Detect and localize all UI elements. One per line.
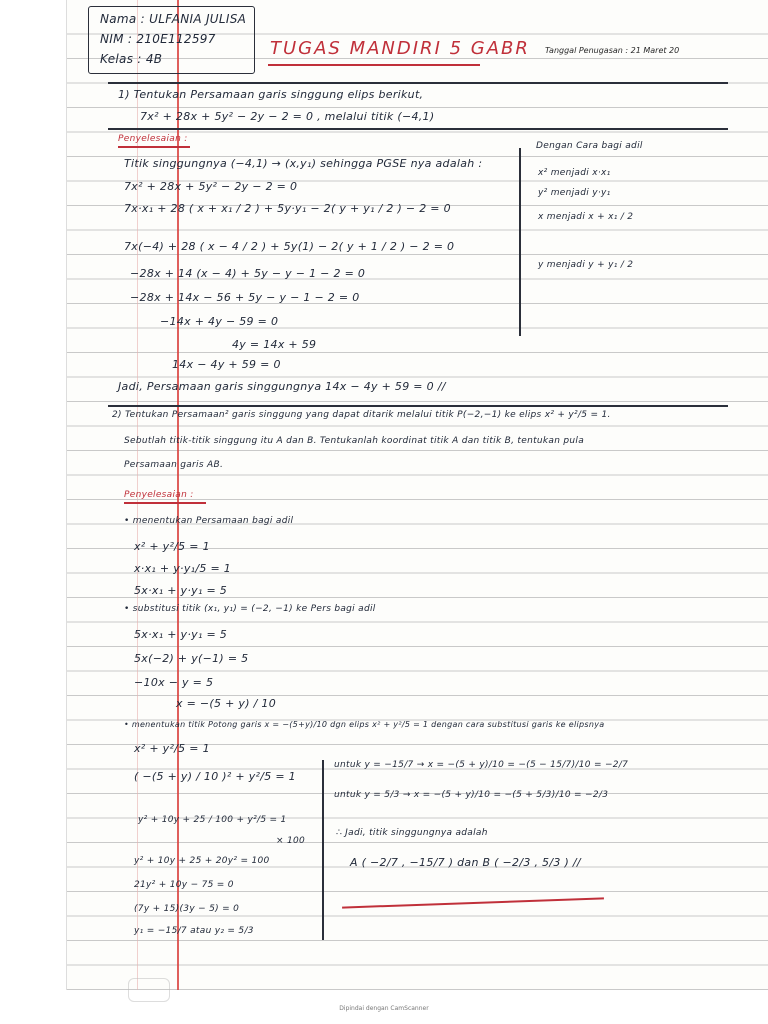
p2-step: 5x(−2) + y(−1) = 5	[134, 652, 249, 665]
p1-line: Titik singgungnya (−4,1) → (x,y₁) sehingga PGSE nya adalah :	[124, 157, 483, 170]
p2-right-work: A ( −2/7 , −15/7 ) dan B ( −2/3 , 5/3 ) //	[350, 856, 581, 869]
p1-line: 7x·x₁ + 28 ( x + x₁ / 2 ) + 5y·y₁ − 2( y + y₁ / 2 ) − 2 = 0	[124, 202, 451, 215]
p2-step: x = −(5 + y) / 10	[176, 697, 277, 710]
penyelesaian-underline	[124, 502, 206, 504]
side-note: y menjadi y + y₁ / 2	[538, 260, 634, 270]
assignment-date: Tanggal Penugasan : 21 Maret 20	[545, 46, 680, 55]
title-underline	[268, 64, 480, 66]
page-title: TUGAS MANDIRI 5 GABR	[270, 38, 530, 59]
p1-line: 7x(−4) + 28 ( x − 4 / 2 ) + 5y(1) − 2( y + 1 / 2 ) − 2 = 0	[124, 240, 455, 253]
p1-line: 7x² + 28x + 5y² − 2y − 2 = 0	[124, 180, 298, 193]
student-class: Kelas : 4B	[100, 52, 163, 66]
p1-conclusion: Jadi, Persamaan garis singgungnya 14x − 4y + 59 = 0 //	[118, 380, 446, 393]
p2-step: y² + 10y + 25 + 20y² = 100	[134, 856, 270, 866]
side-note: x menjadi x + x₁ / 2	[538, 212, 634, 222]
penyelesaian-underline	[118, 146, 190, 148]
divider	[108, 128, 728, 130]
problem1-penyelesaian: Penyelesaian :	[118, 134, 188, 144]
divider	[108, 82, 728, 84]
p2-step: • substitusi titik (x₁, y₁) = (−2, −1) ke Pers bagi adil	[124, 604, 376, 614]
p1-line: −28x + 14x − 56 + 5y − y − 1 − 2 = 0	[130, 291, 360, 304]
p2-step: 5x·x₁ + y·y₁ = 5	[134, 628, 228, 641]
p1-line: 14x − 4y + 59 = 0	[172, 358, 281, 371]
p2-step: 5x·x₁ + y·y₁ = 5	[134, 584, 228, 597]
side-divider	[519, 148, 521, 336]
p2-right-work: untuk y = 5/3 → x = −(5 + y)/10 = −(5 + 5/3)/10 = −2/3	[334, 790, 609, 800]
scanner-stamp	[128, 978, 170, 1002]
side-note: Dengan Cara bagi adil	[536, 141, 643, 151]
side-note: y² menjadi y·y₁	[538, 188, 611, 198]
student-name: Nama : ULFANIA JULISA	[100, 12, 247, 26]
p1-line: −28x + 14 (x − 4) + 5y − y − 1 − 2 = 0	[130, 267, 366, 280]
p2-step: −10x − y = 5	[134, 676, 214, 689]
p2-step: • menentukan titik Potong garis x = −(5+y)/10 dgn elips x² + y²/5 = 1 dengan cara substitusi garis ke elipsnya	[124, 720, 605, 729]
problem2-heading: Sebutlah titik-titik singgung itu A dan B. Tentukanlah koordinat titik A dan titik B, tentukan pula	[124, 436, 585, 446]
problem2-heading: 2) Tentukan Persamaan² garis singgung yang dapat ditarik melalui titik P(−2,−1) ke elips x² + y²/5 = 1.	[112, 410, 611, 420]
scanner-footer: Dipindai dengan CamScanner	[339, 1005, 429, 1012]
p2-step: 21y² + 10y − 75 = 0	[134, 880, 234, 890]
p2-right-work: untuk y = −15/7 → x = −(5 + y)/10 = −(5 − 15/7)/10 = −2/7	[334, 760, 629, 770]
p2-step: ( −(5 + y) / 10 )² + y²/5 = 1	[134, 770, 296, 783]
p2-right-work: ∴ Jadi, titik singgungnya adalah	[336, 828, 488, 838]
p2-step: y² + 10y + 25 / 100 + y²/5 = 1	[138, 815, 287, 825]
p1-line: −14x + 4y − 59 = 0	[160, 315, 279, 328]
p2-step: x² + y²/5 = 1	[134, 540, 210, 553]
p2-step: x² + y²/5 = 1	[134, 742, 210, 755]
p2-step: x·x₁ + y·y₁/5 = 1	[134, 562, 232, 575]
p2-step: × 100	[276, 836, 306, 846]
divider	[108, 405, 728, 407]
side-note: x² menjadi x·x₁	[538, 168, 611, 178]
p1-line: 4y = 14x + 59	[232, 338, 317, 351]
problem2-penyelesaian: Penyelesaian :	[124, 490, 194, 500]
side-divider	[322, 760, 324, 940]
p2-step: (7y + 15)(3y − 5) = 0	[134, 904, 240, 914]
student-nim: NIM : 210E112597	[100, 32, 216, 46]
problem2-heading: Persamaan garis AB.	[124, 460, 224, 470]
p2-step: y₁ = −15/7 atau y₂ = 5/3	[134, 926, 254, 936]
p2-step: • menentukan Persamaan bagi adil	[124, 516, 294, 526]
problem1-equation: 7x² + 28x + 5y² − 2y − 2 = 0 , melalui titik (−4,1)	[140, 110, 435, 123]
problem1-heading: 1) Tentukan Persamaan garis singgung elips berikut,	[118, 88, 424, 101]
